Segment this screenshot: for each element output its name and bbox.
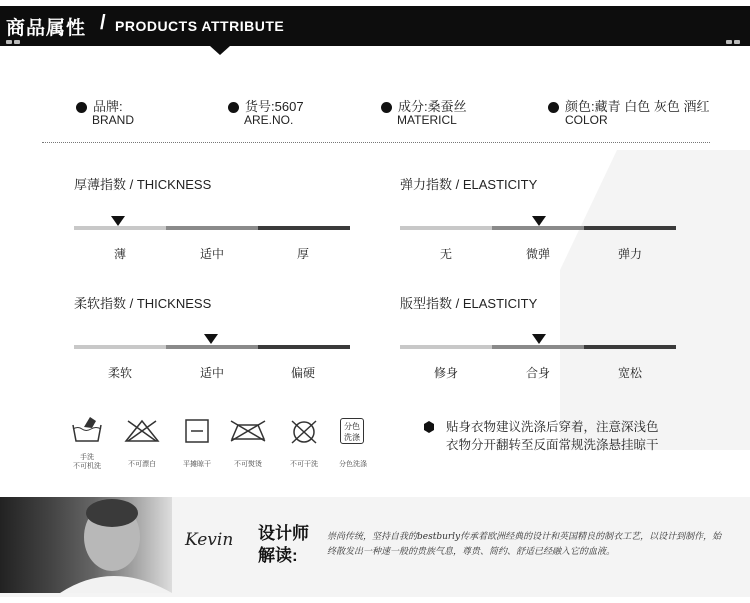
care-note-line-1: 贴身衣物建议洗涤后穿着，注意深浅色 [446, 420, 659, 434]
section-header-bar [0, 6, 750, 46]
bullet-icon [228, 102, 239, 113]
scale-marker-icon [532, 216, 546, 226]
scale-label: 合身 [525, 366, 550, 380]
hand-wash-icon [70, 413, 104, 445]
pin-icon [734, 40, 740, 44]
scale-marker-icon [204, 334, 218, 344]
scale-marker-icon [532, 334, 546, 344]
scale-label: 弹力 [617, 247, 642, 261]
pin-icon [14, 40, 20, 44]
care-label: 不可漂白 [128, 461, 156, 468]
attribute-label: 货号: [245, 99, 275, 114]
header-notch [210, 46, 230, 55]
no-iron-icon [228, 419, 268, 443]
scale-marker-icon [111, 216, 125, 226]
attribute-en: BRAND [92, 113, 135, 127]
bullet-icon [381, 102, 392, 113]
bullet-icon [76, 102, 87, 113]
care-label: 平摊晾干 [183, 461, 211, 468]
scale-title: 厚薄指数 / THICKNESS [74, 177, 212, 192]
divider [42, 142, 710, 143]
scale-label: 修身 [433, 366, 458, 380]
separate-wash-icon: 分色 洗涤 [340, 418, 364, 444]
attribute-value: 桑蚕丝 [427, 99, 467, 114]
designer-title-line-2: 解读: [258, 546, 298, 565]
designer-signature: Kevin [185, 530, 234, 550]
scale-label: 薄 [113, 247, 126, 261]
care-label: 手洗 不可机洗 [73, 454, 101, 470]
attribute-label: 品牌: [93, 99, 123, 114]
scale-label: 适中 [199, 366, 224, 380]
attribute-en: COLOR [565, 113, 608, 127]
attribute-value: 5607 [274, 99, 304, 114]
care-label: 不可干洗 [290, 461, 318, 468]
no-bleach-icon [124, 419, 160, 443]
section-title-en: PRODUCTS ATTRIBUTE [115, 18, 285, 34]
scale-label: 无 [439, 247, 452, 261]
scale-track [400, 345, 676, 349]
scale-label: 柔软 [107, 366, 132, 380]
care-note-line-2: 衣物分开翻转至反面常规洗涤悬挂晾干 [446, 438, 659, 452]
scale-title: 柔软指数 / THICKNESS [74, 296, 212, 311]
attribute-label: 成分: [398, 99, 428, 114]
scale-track [74, 226, 350, 230]
designer-photo [0, 497, 172, 593]
designer-description: 崇尚传统，坚持自我的bestburly传承着欧洲经典的设计和英国精良的制衣工艺，以设计到制作，始终散发出一种速一般的贵族气息，尊贵、简约、舒适已经融入它的血液。 [327, 532, 722, 557]
care-label: 不可熨烫 [234, 461, 262, 468]
scale-title: 版型指数 / ELASTICITY [400, 296, 538, 311]
section-title-cn: 商品属性 [6, 18, 87, 39]
attribute-value: 藏青 白色 灰色 酒红 [594, 99, 710, 114]
scale-label: 适中 [199, 247, 224, 261]
attribute-en: ARE.NO. [244, 113, 294, 127]
pin-icon [6, 40, 12, 44]
scale-label: 厚 [296, 247, 309, 261]
bullet-icon [548, 102, 559, 113]
attribute-en: MATERICL [397, 113, 457, 127]
flat-dry-icon [184, 418, 210, 444]
designer-title [258, 523, 318, 567]
attribute-label: 颜色: [565, 99, 595, 114]
bullet-hexagon-icon [423, 421, 435, 433]
scale-title: 弹力指数 / ELASTICITY [400, 177, 538, 192]
designer-title-line-1: 设计师 [258, 524, 309, 543]
pin-icon [726, 40, 732, 44]
care-label: 分色洗涤 [339, 461, 367, 468]
background-decoration [560, 150, 750, 450]
section-title-separator: / [100, 12, 106, 34]
scale-track [400, 226, 676, 230]
no-dry-clean-icon [289, 418, 319, 446]
scale-track [74, 345, 350, 349]
scale-label: 偏硬 [290, 366, 315, 380]
scale-label: 微弹 [525, 247, 550, 261]
scale-label: 宽松 [617, 366, 642, 380]
